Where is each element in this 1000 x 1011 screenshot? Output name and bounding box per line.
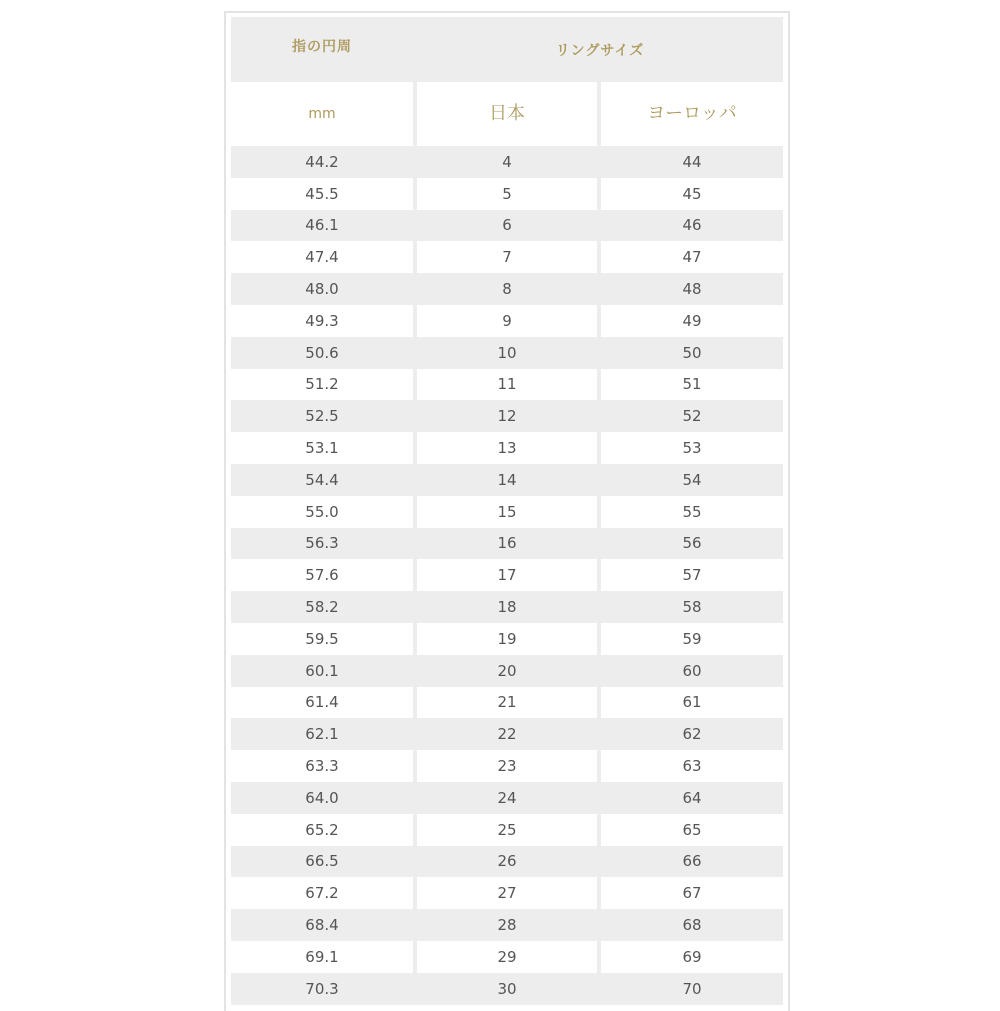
cell-japan-size: 17 <box>497 566 517 585</box>
header-cell-ring-size <box>417 17 783 82</box>
column-divider <box>413 241 417 273</box>
cell-circumference-mm: 55.0 <box>305 502 339 521</box>
cell-europe-size: 70 <box>682 979 702 998</box>
table-row <box>231 210 783 242</box>
column-divider <box>413 623 417 655</box>
cell-circumference-mm: 61.4 <box>305 693 339 712</box>
table-row <box>231 432 783 464</box>
cell-japan-size: 24 <box>497 788 517 807</box>
table-row <box>231 591 783 623</box>
cell-circumference-mm: 45.5 <box>305 184 339 203</box>
column-divider <box>413 877 417 909</box>
table-row <box>231 846 783 878</box>
cell-europe-size: 56 <box>682 534 702 553</box>
table-row <box>231 559 783 591</box>
column-divider <box>413 305 417 337</box>
cell-circumference-mm: 47.4 <box>305 248 339 267</box>
cell-japan-size: 12 <box>497 407 517 426</box>
table-row <box>231 464 783 496</box>
subheader-europe-label: ヨーロッパ <box>647 103 737 124</box>
column-divider <box>597 178 601 210</box>
subheader-cell-unit <box>231 82 413 146</box>
cell-europe-size: 66 <box>682 852 702 871</box>
table-row <box>231 941 783 973</box>
cell-circumference-mm: 66.5 <box>305 852 339 871</box>
cell-japan-size: 14 <box>497 470 517 489</box>
column-divider <box>413 941 417 973</box>
cell-circumference-mm: 56.3 <box>305 534 339 553</box>
cell-europe-size: 52 <box>682 407 702 426</box>
column-divider <box>597 941 601 973</box>
cell-europe-size: 50 <box>682 343 702 362</box>
table-row <box>231 782 783 814</box>
subheader-unit-label: mm <box>308 106 336 122</box>
table-row <box>231 655 783 687</box>
column-divider <box>597 750 601 782</box>
header-circumference-label: 指の円周 <box>292 39 352 55</box>
cell-japan-size: 19 <box>497 629 517 648</box>
cell-circumference-mm: 70.3 <box>305 979 339 998</box>
column-divider <box>597 559 601 591</box>
cell-circumference-mm: 50.6 <box>305 343 339 362</box>
column-divider <box>597 496 601 528</box>
table-row <box>231 496 783 528</box>
table-row <box>231 623 783 655</box>
cell-europe-size: 61 <box>682 693 702 712</box>
cell-japan-size: 29 <box>497 947 517 966</box>
table-row <box>231 909 783 941</box>
cell-europe-size: 54 <box>682 470 702 489</box>
cell-japan-size: 4 <box>502 152 512 171</box>
cell-europe-size: 68 <box>682 916 702 935</box>
cell-japan-size: 28 <box>497 916 517 935</box>
cell-europe-size: 47 <box>682 248 702 267</box>
cell-europe-size: 49 <box>682 311 702 330</box>
cell-circumference-mm: 51.2 <box>305 375 339 394</box>
cell-europe-size: 45 <box>682 184 702 203</box>
cell-europe-size: 57 <box>682 566 702 585</box>
header-cell-circumference <box>231 17 413 82</box>
cell-circumference-mm: 64.0 <box>305 788 339 807</box>
cell-japan-size: 6 <box>502 216 512 235</box>
column-divider <box>597 369 601 401</box>
table-row <box>231 750 783 782</box>
cell-circumference-mm: 67.2 <box>305 884 339 903</box>
table-row <box>231 687 783 719</box>
column-divider <box>413 496 417 528</box>
table-row <box>231 369 783 401</box>
column-divider <box>413 687 417 719</box>
cell-circumference-mm: 59.5 <box>305 629 339 648</box>
table-row <box>231 718 783 750</box>
cell-japan-size: 7 <box>502 248 512 267</box>
table-row <box>231 877 783 909</box>
cell-europe-size: 55 <box>682 502 702 521</box>
cell-circumference-mm: 60.1 <box>305 661 339 680</box>
cell-europe-size: 51 <box>682 375 702 394</box>
table-row <box>231 814 783 846</box>
cell-circumference-mm: 65.2 <box>305 820 339 839</box>
cell-europe-size: 59 <box>682 629 702 648</box>
cell-circumference-mm: 48.0 <box>305 280 339 299</box>
cell-circumference-mm: 49.3 <box>305 311 339 330</box>
table-row <box>231 337 783 369</box>
header-ring-size-label: リングサイズ <box>555 42 645 59</box>
cell-japan-size: 27 <box>497 884 517 903</box>
column-divider <box>413 814 417 846</box>
column-divider <box>597 687 601 719</box>
column-divider <box>413 369 417 401</box>
table-row <box>231 528 783 560</box>
cell-circumference-mm: 58.2 <box>305 598 339 617</box>
cell-circumference-mm: 57.6 <box>305 566 339 585</box>
cell-japan-size: 13 <box>497 439 517 458</box>
cell-circumference-mm: 52.5 <box>305 407 339 426</box>
column-divider <box>597 877 601 909</box>
table-row <box>231 273 783 305</box>
cell-europe-size: 63 <box>682 757 702 776</box>
column-divider <box>413 432 417 464</box>
cell-europe-size: 69 <box>682 947 702 966</box>
subheader-japan-label: 日本 <box>489 103 525 124</box>
cell-circumference-mm: 68.4 <box>305 916 339 935</box>
cell-europe-size: 46 <box>682 216 702 235</box>
column-divider <box>413 17 417 146</box>
table-row <box>231 146 783 178</box>
cell-circumference-mm: 54.4 <box>305 470 339 489</box>
cell-japan-size: 5 <box>502 184 512 203</box>
column-divider <box>597 623 601 655</box>
cell-europe-size: 62 <box>682 725 702 744</box>
cell-circumference-mm: 44.2 <box>305 152 339 171</box>
cell-europe-size: 48 <box>682 280 702 299</box>
subheader-cell-japan <box>417 82 597 146</box>
cell-japan-size: 10 <box>497 343 517 362</box>
column-divider <box>597 241 601 273</box>
table-row <box>231 400 783 432</box>
cell-europe-size: 67 <box>682 884 702 903</box>
cell-japan-size: 30 <box>497 979 517 998</box>
column-divider <box>413 178 417 210</box>
column-divider <box>597 432 601 464</box>
cell-japan-size: 20 <box>497 661 517 680</box>
table-row <box>231 305 783 337</box>
table-row <box>231 241 783 273</box>
cell-japan-size: 26 <box>497 852 517 871</box>
cell-japan-size: 21 <box>497 693 517 712</box>
cell-japan-size: 23 <box>497 757 517 776</box>
cell-circumference-mm: 62.1 <box>305 725 339 744</box>
cell-japan-size: 8 <box>502 280 512 299</box>
cell-japan-size: 25 <box>497 820 517 839</box>
cell-circumference-mm: 63.3 <box>305 757 339 776</box>
cell-europe-size: 64 <box>682 788 702 807</box>
ring-size-table <box>224 11 790 1011</box>
column-divider <box>597 814 601 846</box>
cell-europe-size: 58 <box>682 598 702 617</box>
cell-circumference-mm: 53.1 <box>305 439 339 458</box>
cell-circumference-mm: 69.1 <box>305 947 339 966</box>
cell-japan-size: 9 <box>502 311 512 330</box>
cell-europe-size: 53 <box>682 439 702 458</box>
table-row <box>231 178 783 210</box>
cell-japan-size: 16 <box>497 534 517 553</box>
subheader-cell-europe <box>601 82 783 146</box>
cell-europe-size: 65 <box>682 820 702 839</box>
column-divider <box>597 82 601 146</box>
cell-japan-size: 22 <box>497 725 517 744</box>
cell-europe-size: 60 <box>682 661 702 680</box>
cell-europe-size: 44 <box>682 152 702 171</box>
cell-japan-size: 11 <box>497 375 517 394</box>
column-divider <box>413 750 417 782</box>
cell-japan-size: 18 <box>497 598 517 617</box>
column-divider <box>413 559 417 591</box>
cell-circumference-mm: 46.1 <box>305 216 339 235</box>
column-divider <box>597 305 601 337</box>
cell-japan-size: 15 <box>497 502 517 521</box>
